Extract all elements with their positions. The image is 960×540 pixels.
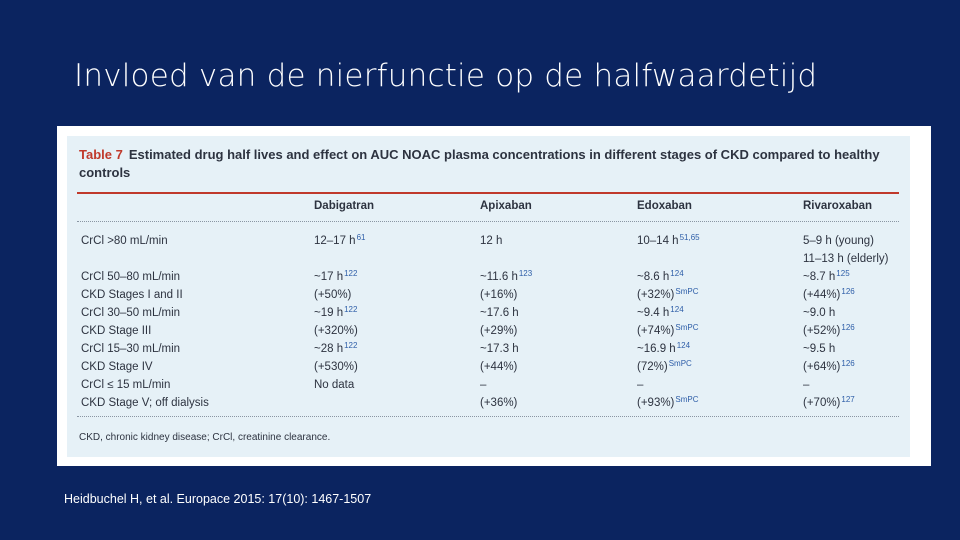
reference-marker: 122 [344,269,358,278]
cell-value: (+16%) [480,289,518,301]
reference-marker: SmPC [668,359,692,368]
cell-value: (+320%) [314,325,358,337]
cell-rivaroxaban [803,268,903,286]
cell-edoxaban [637,250,803,268]
cell-value: CrCl 30–50 mL/min [81,307,181,319]
cell-value: ~8.6 h [637,271,670,283]
table-row [81,394,903,412]
cell-value: (+64%) [803,361,841,373]
table-caption [79,146,909,182]
cell-condition [81,394,314,412]
cell-value: (+530%) [314,361,358,373]
cell-apixaban [480,376,637,394]
cell-value: (+74%) [637,325,675,337]
cell-value: ~8.7 h [803,271,836,283]
cell-condition [81,358,314,376]
table-bottom-divider [77,416,899,417]
cell-value: No data [314,379,355,391]
reference-marker: 127 [841,395,855,404]
cell-condition [81,376,314,394]
cell-edoxaban [637,286,803,304]
cell-value: ~9.4 h [637,307,670,319]
cell-value: 11–13 h (elderly) [803,253,889,265]
cell-apixaban [480,286,637,304]
cell-rivaroxaban [803,358,903,376]
cell-edoxaban [637,304,803,322]
cell-value: ~17.6 h [480,307,519,319]
cell-condition [81,304,314,322]
cell-dabigatran [314,376,480,394]
reference-marker: 125 [836,269,850,278]
cell-value: (+50%) [314,289,352,301]
cell-dabigatran [314,250,480,268]
cell-condition [81,232,314,250]
cell-rivaroxaban [803,394,903,412]
reference-marker: SmPC [675,395,699,404]
caption-rule [77,192,899,194]
reference-marker: 122 [344,305,358,314]
cell-value: CKD Stage V; off dialysis [81,397,209,409]
reference-marker: 61 [356,233,366,242]
cell-value: CKD Stages I and II [81,289,183,301]
cell-rivaroxaban [803,232,903,250]
cell-apixaban [480,232,637,250]
cell-value: ~9.0 h [803,307,836,319]
table-number: Table 7 [79,147,123,162]
cell-apixaban [480,268,637,286]
citation: Heidbuchel H, et al. Europace 2015: 17(10): 1467-1507 [64,492,372,506]
cell-value: 12 h [480,235,503,247]
table-row [81,376,903,394]
cell-value: – [803,379,810,391]
table-row [81,268,903,286]
cell-dabigatran [314,322,480,340]
cell-dabigatran [314,340,480,358]
cell-dabigatran [314,286,480,304]
cell-value: ~19 h [314,307,344,319]
cell-edoxaban [637,232,803,250]
cell-value: (+32%) [637,289,675,301]
table-row [81,250,903,268]
half-life-table [81,232,903,412]
header-divider [77,221,899,222]
cell-edoxaban [637,340,803,358]
cell-rivaroxaban [803,376,903,394]
cell-value: (+52%) [803,325,841,337]
cell-apixaban [480,340,637,358]
cell-edoxaban [637,394,803,412]
cell-value: ~16.9 h [637,343,676,355]
table-row [81,286,903,304]
cell-value: (+93%) [637,397,675,409]
cell-apixaban [480,394,637,412]
cell-condition [81,322,314,340]
cell-apixaban [480,358,637,376]
reference-marker: 126 [841,287,855,296]
reference-marker: SmPC [675,287,699,296]
cell-condition [81,340,314,358]
cell-condition [81,286,314,304]
cell-condition [81,250,314,268]
cell-value: ~9.5 h [803,343,836,355]
cell-value: 10–14 h [637,235,679,247]
cell-value: ~11.6 h [480,271,518,283]
cell-apixaban [480,250,637,268]
header-dabigatran: Dabigatran [314,200,375,212]
cell-value: 12–17 h [314,235,356,247]
cell-value: (+44%) [803,289,841,301]
cell-dabigatran [314,304,480,322]
cell-edoxaban [637,322,803,340]
cell-value: ~28 h [314,343,344,355]
cell-value: – [480,379,487,391]
cell-edoxaban [637,268,803,286]
cell-rivaroxaban [803,340,903,358]
reference-marker: 51,65 [679,233,700,242]
cell-apixaban [480,322,637,340]
cell-value: CrCl 50–80 mL/min [81,271,181,283]
cell-value: (+44%) [480,361,518,373]
table-row [81,322,903,340]
table-caption-text: Estimated drug half lives and effect on AUC NOAC plasma concentrations in different stages of CKD compared to healthy controls [79,147,880,180]
header-edoxaban: Edoxaban [637,200,692,212]
cell-value: (+36%) [480,397,518,409]
reference-marker: 122 [344,341,358,350]
reference-marker: 123 [518,269,533,278]
reference-marker: 124 [676,341,691,350]
cell-rivaroxaban [803,286,903,304]
cell-value: CrCl ≤ 15 mL/min [81,379,171,391]
cell-value: – [637,379,644,391]
table-image-frame [57,126,931,466]
header-apixaban: Apixaban [480,200,532,212]
table-panel [67,136,910,457]
cell-rivaroxaban [803,304,903,322]
reference-marker: SmPC [675,323,699,332]
reference-marker: 124 [670,305,684,314]
cell-dabigatran [314,394,480,412]
cell-apixaban [480,304,637,322]
cell-value: ~17 h [314,271,344,283]
table-row [81,232,903,250]
cell-condition [81,268,314,286]
cell-value: (+29%) [480,325,518,337]
table-row [81,358,903,376]
cell-edoxaban [637,358,803,376]
cell-value: CKD Stage III [81,325,152,337]
reference-marker: 124 [670,269,684,278]
table-row [81,340,903,358]
cell-dabigatran [314,232,480,250]
cell-edoxaban [637,376,803,394]
cell-rivaroxaban [803,250,903,268]
cell-value: (72%) [637,361,668,373]
cell-dabigatran [314,358,480,376]
cell-dabigatran [314,268,480,286]
cell-rivaroxaban [803,322,903,340]
cell-value: ~17.3 h [480,343,519,355]
slide-title: Invloed van de nierfunctie op de halfwaardetijd [74,58,818,94]
cell-value: CrCl >80 mL/min [81,235,168,247]
table-row [81,304,903,322]
table-footnote: CKD, chronic kidney disease; CrCl, creatinine clearance. [79,432,331,443]
reference-marker: 126 [841,359,855,368]
cell-value: CKD Stage IV [81,361,153,373]
cell-value: 5–9 h (young) [803,235,874,247]
cell-value: CrCl 15–30 mL/min [81,343,181,355]
cell-value: (+70%) [803,397,841,409]
header-rivaroxaban: Rivaroxaban [803,200,873,212]
reference-marker: 126 [841,323,855,332]
